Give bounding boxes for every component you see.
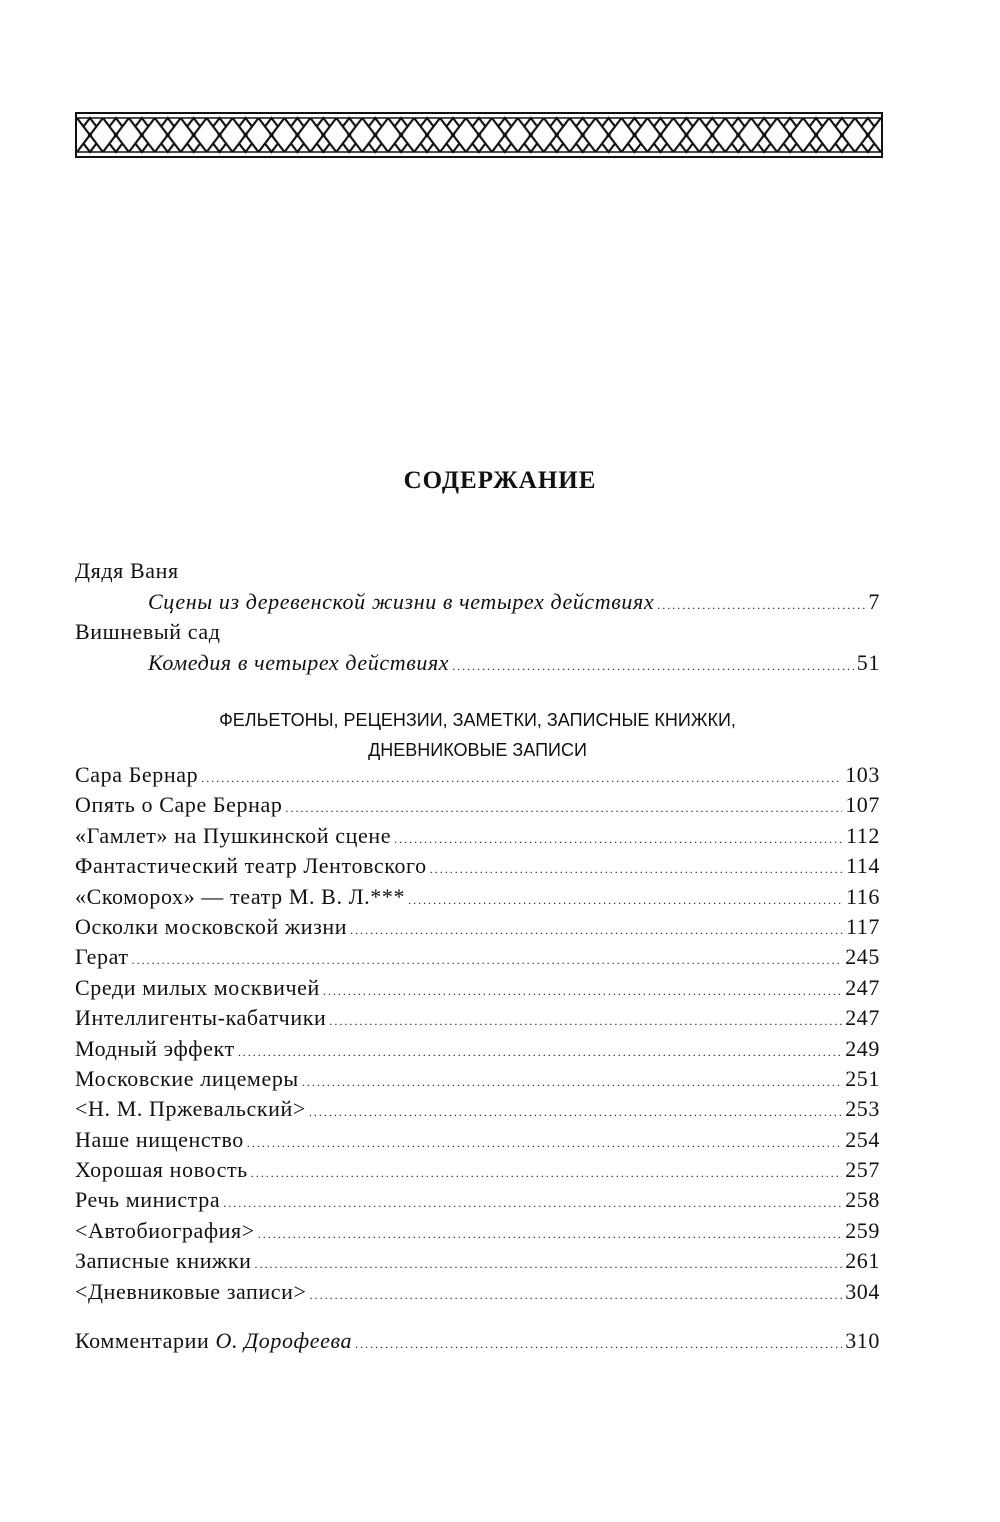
toc-entry-label: Хорошая новость (75, 1157, 248, 1183)
leader-dots (302, 1075, 842, 1090)
toc-entry[interactable] (75, 1248, 880, 1278)
toc-entry-label: Фантастический театр Лентовского (75, 853, 427, 879)
toc-entry-page: 114 (846, 853, 880, 879)
toc-entry-label: «Скоморох» — театр М. В. Л.*** (75, 883, 406, 909)
leader-dots (132, 953, 843, 968)
toc-entry-page: 103 (845, 762, 880, 787)
toc-entry-label: Наше нищенство (75, 1126, 244, 1152)
toc-entry-page: 259 (845, 1217, 880, 1243)
leader-dots (394, 832, 843, 847)
ornament-border (75, 112, 883, 158)
section-heading-line-1: ФЕЛЬЕТОНЫ, РЕЦЕНЗИИ, ЗАМЕТКИ, ЗАПИСНЫЕ КНИЖКИ, (219, 710, 736, 730)
toc-entry[interactable] (75, 823, 880, 853)
leader-dots (329, 1014, 842, 1029)
toc-entry[interactable] (75, 853, 880, 883)
leader-dots (255, 1257, 843, 1272)
toc-entry-label: Речь министра (75, 1187, 221, 1213)
leader-dots (350, 923, 843, 938)
toc-entry[interactable] (75, 975, 880, 1005)
toc-entry-label: Осколки московской жизни (75, 913, 348, 939)
toc-entry-page: 251 (845, 1065, 880, 1091)
leader-dots (247, 1136, 842, 1151)
section-heading-line-2: ДНЕВНИКОВЫЕ ЗАПИСИ (368, 740, 587, 760)
toc-entry-page: 249 (845, 1035, 880, 1061)
toc-entry-page: 310 (845, 1328, 880, 1353)
toc-entry-label: Герат (75, 944, 129, 970)
leader-dots (201, 771, 842, 786)
toc-entry-page: 261 (845, 1248, 880, 1274)
leader-dots (238, 1045, 843, 1060)
toc-entry-label: Комедия в четырех действиях (148, 650, 450, 676)
toc-entry-label: <Н. М. Пржевальский> (75, 1096, 306, 1122)
leader-dots (285, 801, 842, 816)
leader-dots (223, 1196, 842, 1211)
toc-entry-play-2[interactable] (75, 650, 880, 680)
toc-entry-page: 51 (856, 650, 880, 676)
toc-entry-label: Сара Бернар (75, 762, 199, 787)
toc-entry[interactable] (75, 1218, 880, 1248)
toc-entry-label: Опять о Саре Бернар (75, 792, 283, 818)
toc-entry-label: Московские лицемеры (75, 1065, 299, 1091)
toc-entry-page: 116 (846, 883, 880, 909)
leader-dots (452, 659, 854, 674)
leader-dots (258, 1227, 842, 1242)
toc-entry[interactable] (75, 792, 880, 822)
toc-entry[interactable] (75, 1127, 880, 1157)
leader-dots (430, 862, 843, 877)
leader-dots (657, 598, 865, 613)
plays-list (75, 558, 880, 681)
toc-entry[interactable] (75, 944, 880, 974)
toc-entry-page: 117 (846, 913, 880, 939)
toc-entry-label: Модный эффект (75, 1035, 235, 1061)
toc-entry-page: 112 (846, 822, 880, 848)
toc-entry[interactable] (75, 762, 880, 792)
toc-entry[interactable] (75, 914, 880, 944)
toc-entry-label: Записные книжки (75, 1248, 252, 1274)
play-heading-1: Дядя Ваня (75, 558, 179, 583)
toc-entry[interactable] (75, 884, 880, 914)
section-heading (75, 705, 880, 765)
toc-entry-label: «Гамлет» на Пушкинской сцене (75, 822, 392, 848)
toc-entry-page: 304 (845, 1278, 880, 1304)
toc-entry-page: 107 (845, 792, 880, 818)
toc-entry-label: Сцены из деревенской жизни в четырех действиях (148, 589, 655, 614)
leader-dots (251, 1166, 842, 1181)
play-heading-2: Вишневый сад (75, 619, 221, 645)
toc-list (75, 762, 880, 1309)
toc-entry-page: 247 (845, 974, 880, 1000)
toc-entry-page: 245 (845, 944, 880, 970)
commentary-label: Комментарии (75, 1328, 210, 1353)
commentary-block (75, 1328, 880, 1358)
commentary-label-wrap (75, 1328, 352, 1354)
toc-entry[interactable] (75, 1279, 880, 1309)
leader-dots (408, 893, 843, 908)
toc-entry[interactable] (75, 1187, 880, 1217)
toc-entry[interactable] (75, 1036, 880, 1066)
leader-dots (309, 1105, 842, 1120)
toc-entry[interactable] (75, 1066, 880, 1096)
toc-entry[interactable] (75, 1157, 880, 1187)
leader-dots (310, 1288, 843, 1303)
toc-entry-play-1[interactable] (75, 589, 880, 619)
toc-entry-page: 254 (845, 1126, 880, 1152)
toc-entry[interactable] (75, 1005, 880, 1035)
toc-entry[interactable] (75, 1096, 880, 1126)
leader-dots (355, 1337, 842, 1352)
toc-entry-page: 247 (845, 1005, 880, 1031)
toc-entry-page: 7 (868, 589, 880, 614)
toc-entry-label: Интеллигенты-кабатчики (75, 1005, 327, 1031)
leader-dots (323, 984, 842, 999)
toc-entry-page: 258 (845, 1187, 880, 1213)
toc-entry-label: <Автобиография> (75, 1217, 255, 1243)
toc-entry-page: 253 (845, 1096, 880, 1122)
toc-entry-page: 257 (845, 1157, 880, 1183)
toc-entry-label: Среди милых москвичей (75, 974, 320, 1000)
commentary-author: О. Дорофеева (215, 1328, 353, 1353)
page-title: СОДЕРЖАНИЕ (403, 467, 597, 494)
toc-entry-label: <Дневниковые записи> (75, 1278, 307, 1304)
toc-entry-commentary[interactable] (75, 1328, 880, 1358)
